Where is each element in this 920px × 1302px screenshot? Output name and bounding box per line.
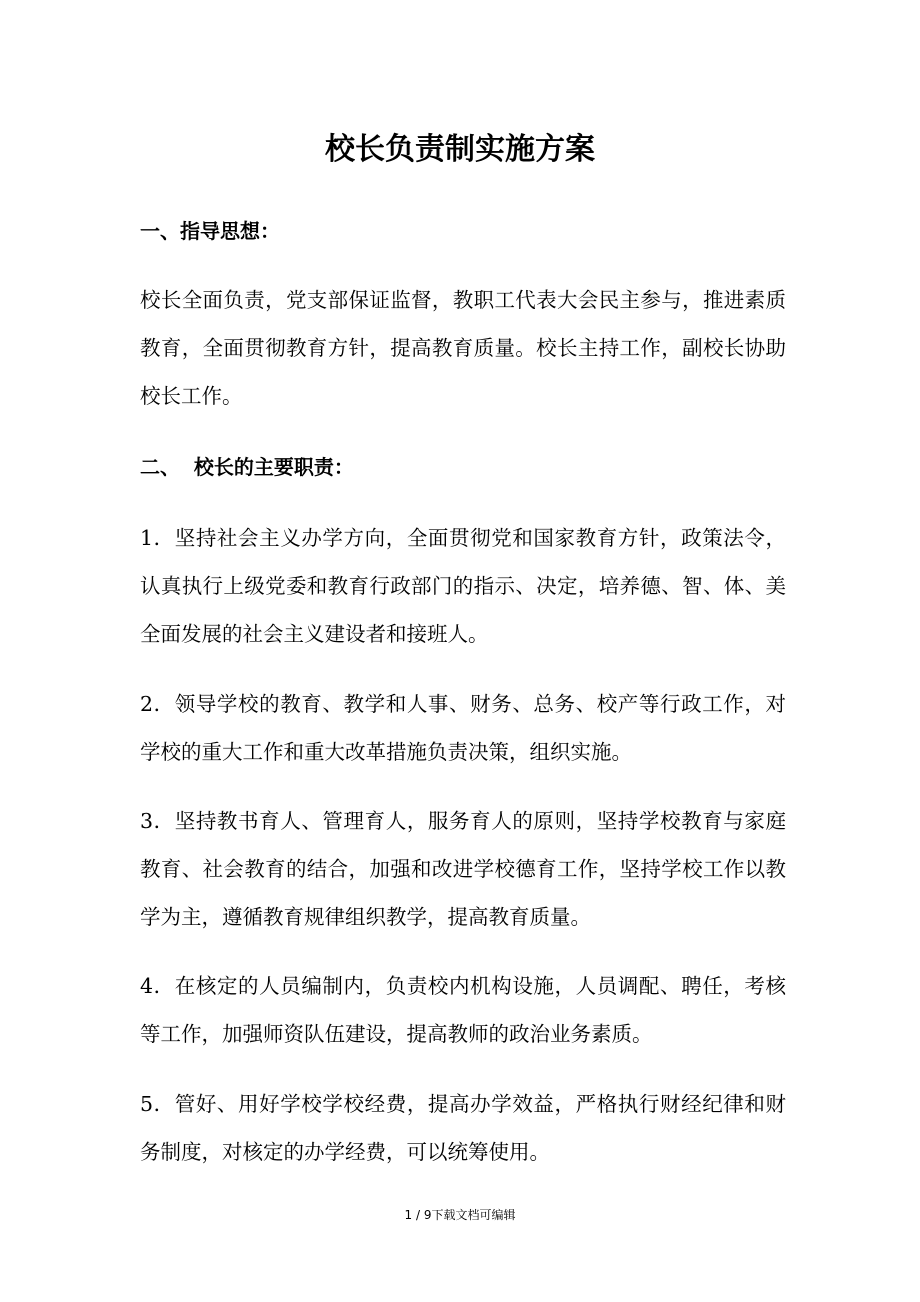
duty-item-2: 2．领导学校的教育、教学和人事、财务、总务、校产等行政工作，对学校的重大工作和重大改革措施负责决策，组织实施。 — [140, 692, 786, 764]
page-footer: 1 / 9下载文档可编辑 — [404, 1208, 516, 1222]
document-title: 校长负责制实施方案 — [325, 132, 595, 167]
duty-item-3: 3．坚持教书育人、管理育人，服务育人的原则，坚持学校教育与家庭教育、社会教育的结合，加强和改进学校德育工作，坚持学校工作以教学为主，遵循教育规律组织教学，提高教育质量。 — [140, 809, 786, 929]
section-heading-guiding-ideology: 一、指导思想： — [140, 219, 280, 243]
duty-item-5: 5．管好、用好学校学校经费，提高办学效益，严格执行财经纪律和财务制度，对核定的办学经费，可以统筹使用。 — [140, 1092, 786, 1164]
section-heading-principal-duties: 二、 校长的主要职责： — [140, 455, 354, 479]
duty-item-1: 1．坚持社会主义办学方向，全面贯彻党和国家教育方针，政策法令，认真执行上级党委和教育行政部门的指示、决定，培养德、智、体、美全面发展的社会主义建设者和接班人。 — [140, 526, 786, 646]
duty-item-4: 4．在核定的人员编制内，负责校内机构设施，人员调配、聘任，考核等工作，加强师资队伍建设，提高教师的政治业务素质。 — [140, 974, 786, 1046]
section-paragraph: 校长全面负责，党支部保证监督，教职工代表大会民主参与，推进素质教育，全面贯彻教育方针，提高教育质量。校长主持工作，副校长协助校长工作。 — [140, 288, 786, 408]
